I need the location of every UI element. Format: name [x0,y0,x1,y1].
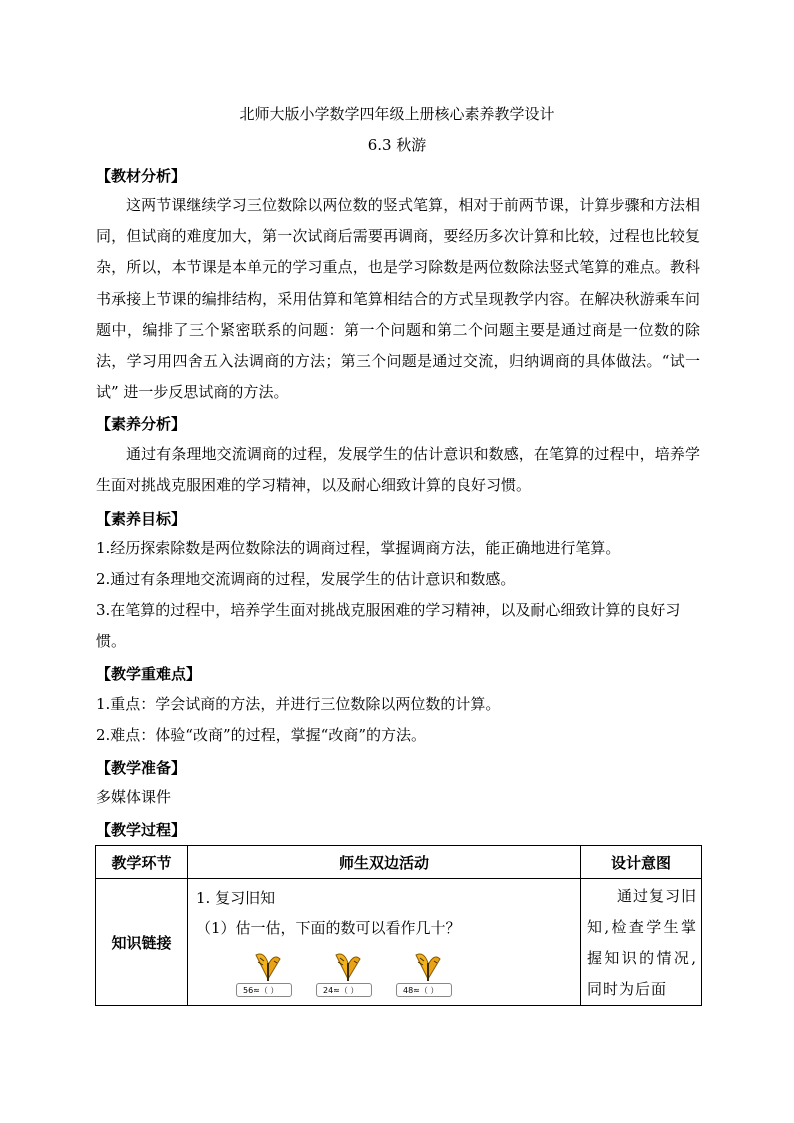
goal-item-1: 1.经历探索除数是两位数除法的调商过程，掌握调商方法，能正确地进行笔算。 [96,539,621,557]
table-row [96,879,702,1006]
material-analysis-heading: 【教材分析】 [96,167,187,185]
estimate-item [316,949,376,999]
material-analysis-text: 这两节课继续学习三位数除以两位数的竖式笔算，相对于前两节课，计算步骤和方法相同，但试商的难度加大，第一次试商后需要再调商，要经历多次计算和比较，过程也比较复杂，所以，本节课是本单元的学习重点，也是学习除数是两位数除法竖式笔算的难点。教科书承接上节课的编排结构，采用估算和笔算相结合的方式呈现教学内容。在解决秋游乘车问题中，编排了三个紧密联系的问题：第一个问题和第二个问题主要是通过商是一位数的除法，学习用四舍五入法调商的方法；第三个问题是通过交流，归纳调商的具体做法。“试一试” 进一步反思试商的方法。 [96,196,700,402]
estimate-box[interactable]: 56≈（ ） [236,983,292,997]
butterfly-icon [414,949,442,983]
literacy-goals-heading: 【素养目标】 [96,510,187,528]
process-heading: 【教学过程】 [96,821,187,839]
activity-line-2: （1）估一估，下面的数可以看作几十？ [196,919,461,937]
estimate-item [236,949,296,999]
literacy-analysis-text: 通过有条理地交流调商的过程，发展学生的估计意识和数感，在笔算的过程中，培养学生面对挑战克服困难的学习精神，以及耐心细致计算的良好习惯。 [96,445,700,495]
intent-cell: 通过复习旧知,检查学生掌握知识的情况,同时为后面 [581,879,702,1006]
goal-item-3: 3.在笔算的过程中，培养学生面对挑战克服困难的学习精神，以及耐心细致计算的良好习惯。 [96,601,681,651]
estimate-box[interactable]: 24≈（ ） [316,983,372,997]
estimate-box[interactable]: 48≈（ ） [396,983,452,997]
teaching-process-table [95,845,702,1006]
estimate-item [396,949,456,999]
key-point-1: 1.重点：学会试商的方法，并进行三位数除以两位数的计算。 [96,695,501,713]
goal-item-2: 2.通过有条理地交流调商的过程，发展学生的估计意识和数感。 [96,570,516,588]
preparation-heading: 【教学准备】 [96,759,187,777]
literacy-analysis-heading: 【素养分析】 [96,415,187,433]
lesson-title: 6.3 秋游 [367,136,427,154]
butterfly-icon [334,949,362,983]
activity-cell [188,879,581,1006]
butterfly-icon [254,949,282,983]
key-point-2: 2.难点：体验“改商”的过程，掌握“改商”的方法。 [96,726,426,744]
header-stage: 教学环节 [96,846,188,879]
header-activity: 师生双边活动 [188,846,581,879]
preparation-text: 多媒体课件 [96,788,172,806]
stage-cell: 知识链接 [96,879,188,1006]
key-points-heading: 【教学重难点】 [96,665,202,683]
document-title: 北师大版小学数学四年级上册核心素养教学设计 [239,105,555,123]
activity-line-1: 1. 复习旧知 [196,889,276,907]
header-intent: 设计意图 [581,846,702,879]
table-header-row [96,846,702,879]
estimate-exercise [196,949,572,999]
